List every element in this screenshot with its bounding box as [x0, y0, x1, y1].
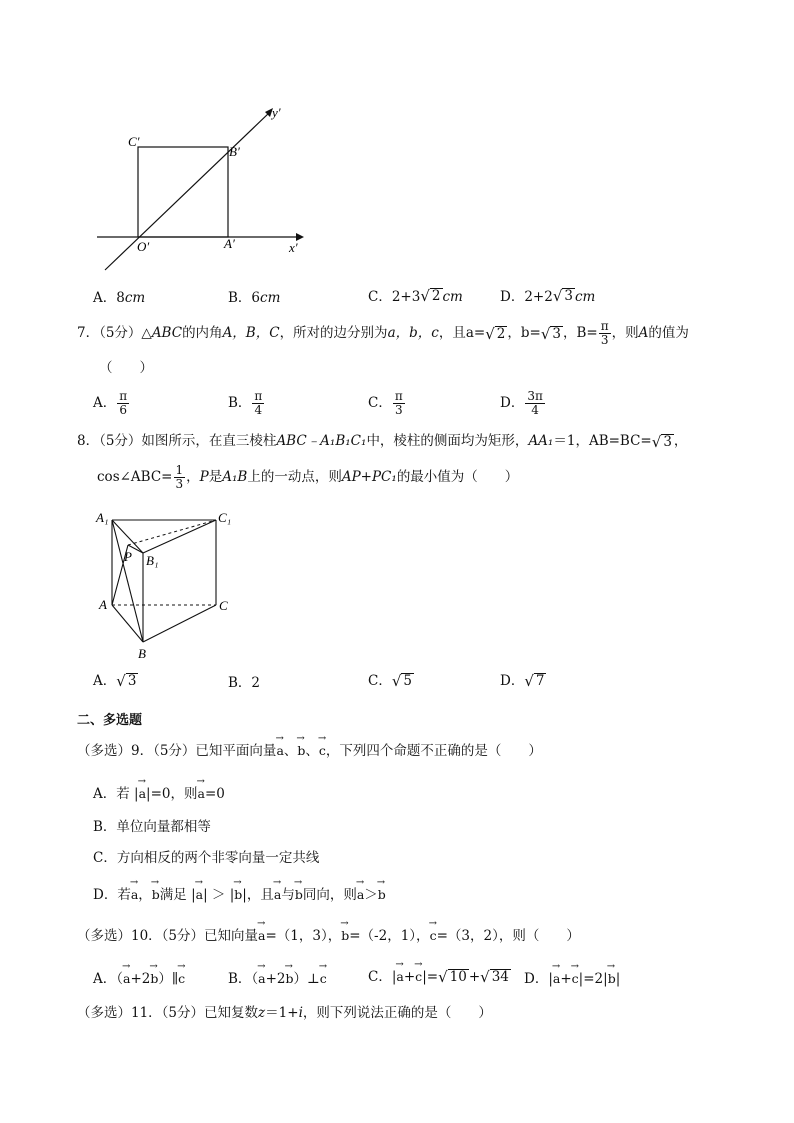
q9-option-c: C．方向相反的两个非零向量一定共线 — [93, 850, 320, 866]
label-A1: A₁ — [96, 510, 109, 525]
q7-stem: 7．（5分）△ ABC 的内角 A，B，C ，所对的边分别为 a，b，c ，且 a= √ 2 ，b= √ 3 ，B= $\frac{\pi}{3}$ ，则 A 的值为 — [77, 319, 689, 348]
q10-option-b: B．（→ a+2→ b）⊥→ c — [228, 973, 327, 987]
q8-option-a: A． √ 3 — [93, 671, 137, 690]
label-C1: C₁ — [218, 510, 232, 525]
q8-option-b: B．2 — [228, 675, 261, 691]
q8-option-c: C． √ 5 — [368, 671, 412, 690]
q10-option-a: A．（→ a+2→ b）∥→ c — [93, 973, 185, 987]
q9-option-b: B．单位向量都相等 — [93, 819, 211, 835]
oblique-axes-figure — [90, 100, 310, 280]
q6-option-b: B．6cm — [228, 290, 281, 306]
q6-option-a: A．8cm — [93, 290, 146, 306]
q10-option-c: C． |→ a+→ c|= √ 10 + √ 34 — [368, 969, 511, 985]
q10-option-d: D．|→ a+→ c|=2|→ b| — [524, 973, 620, 987]
q7-paren: （ ） — [99, 360, 153, 376]
q11-stem: （多选）11．（5分）已知复数z＝1+i，则下列说法正确的是（ ） — [77, 1005, 492, 1021]
square — [138, 147, 228, 237]
label-C: C′ — [128, 134, 140, 149]
q7-option-d: D． $\frac{3\pi}{4}$ — [500, 389, 543, 418]
q7-option-c: C． $\frac{\pi}{3}$ — [368, 389, 403, 418]
label-B: B′ — [229, 144, 240, 159]
label-A: A′ — [224, 236, 235, 251]
q6-option-c: C．2+3 √ 2 cm — [368, 286, 463, 305]
q7-option-b: B． $\frac{\pi}{4}$ — [228, 389, 263, 418]
q7-option-a: A． $\frac{\pi}{6}$ — [93, 389, 128, 418]
label-y: y′ — [272, 105, 281, 120]
q8-stem-line2: cos∠ABC= $\frac{1}{3}$ ， P 是 A₁B 上的一动点，则 AP+PC₁ 的最小值为（ ） — [97, 463, 519, 492]
q10-stem: （多选）10．（5分）已知向量→ a=（1，3），→ b=（-2，1），→ c=（3，2），则（ ） — [77, 930, 580, 944]
q9-option-a: A．若 |→ a|=0，则→ a=0 — [93, 788, 225, 802]
q8-option-d: D． √ 7 — [500, 671, 545, 690]
label-A: A — [99, 597, 107, 612]
q9-stem: （多选）9．（5分）已知平面向量→ a、→ b、→ c，下列四个命题不正确的是（ ） — [77, 745, 542, 759]
label-P: P — [124, 549, 132, 564]
prism-figure — [92, 505, 252, 665]
q8-stem-line1: 8．（5分）如图所示，在直三棱柱 ABC﹣A₁B₁C₁ 中，棱柱的侧面均为矩形， AA₁ ＝1，AB=BC= √ 3 ， — [77, 432, 688, 451]
label-O: O′ — [137, 239, 150, 254]
label-B: B — [138, 646, 146, 661]
label-x: x′ — [289, 240, 298, 255]
q9-option-d: D．若→ a，→ b满足 |→ a| ＞ |→ b|，且→ a与→ b同向，则→ a＞→ b — [93, 889, 386, 903]
label-B1: B₁ — [146, 553, 159, 568]
section-heading-multi-choice: 二、多选题 — [77, 713, 143, 728]
q6-option-d: D．2+2 √ 3 cm — [500, 286, 596, 305]
label-C: C — [219, 598, 228, 613]
